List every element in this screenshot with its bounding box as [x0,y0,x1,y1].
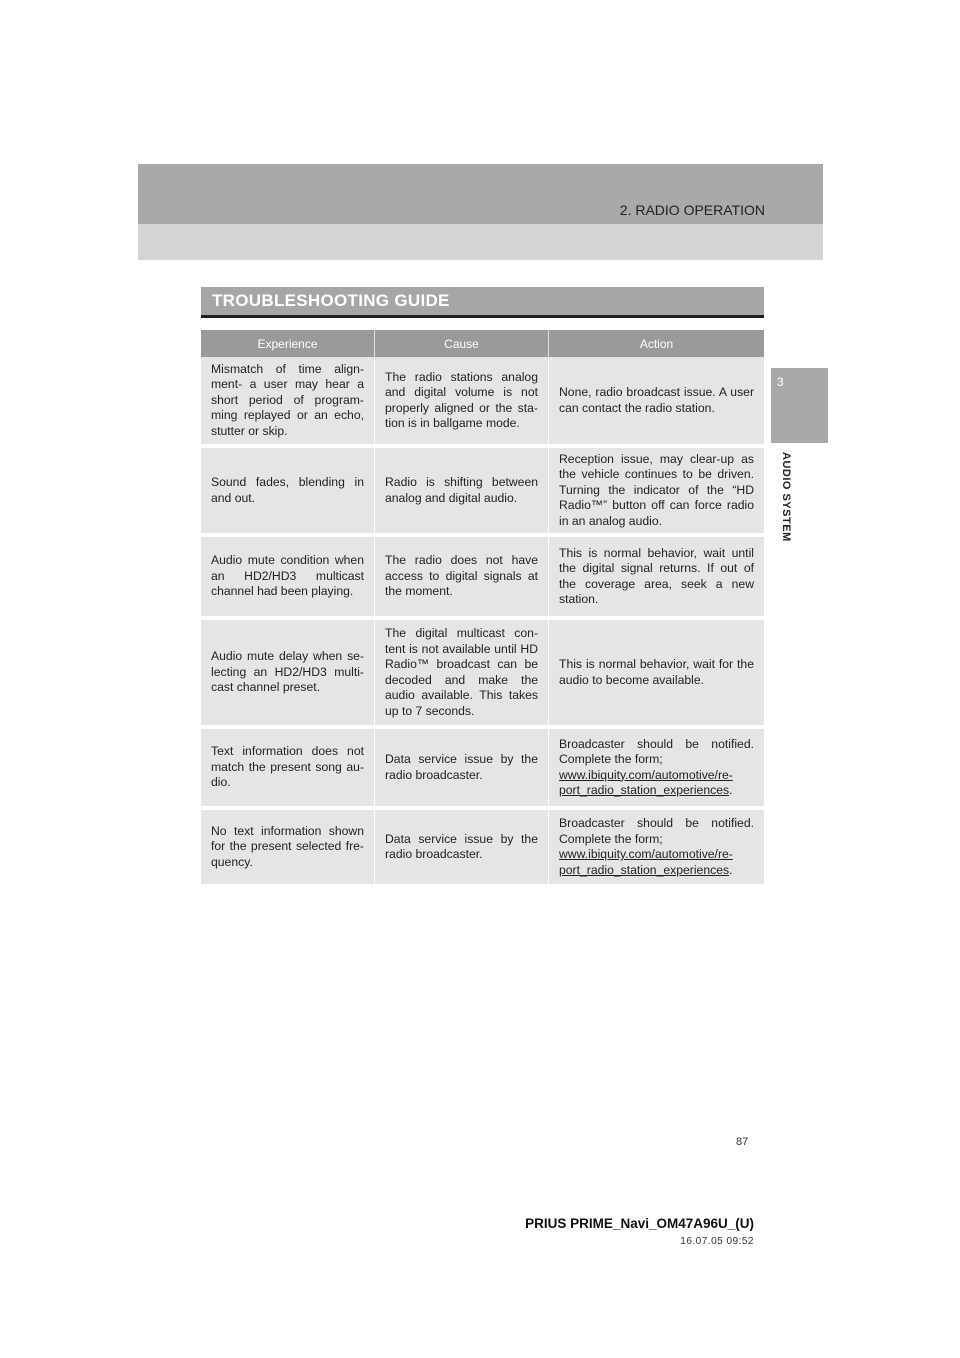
column-header-experience: Experience [201,330,375,357]
table-row [201,616,764,725]
experience-cell: Mismatch of time align-ment- a user may hear a short period of program-ming replayed or an echo, stutter or skip. [201,357,375,444]
document-code: PRIUS PRIME_Navi_OM47A96U_(U) [525,1216,754,1231]
chapter-tab [771,368,828,443]
action-end: . [729,862,733,877]
chapter-title: 2. RADIO OPERATION [619,202,765,218]
chapter-tab-label: AUDIO SYSTEM [780,452,792,542]
section-title: TROUBLESHOOTING GUIDE [212,291,450,310]
report-link[interactable]: www.ibiquity.com/automotive/re-port_radio_station_experiences [559,767,733,797]
table-row [201,806,764,884]
action-end: . [729,783,733,797]
column-header-cause: Cause [375,330,549,357]
experience-cell: Sound fades, blending in and out. [201,448,375,533]
cause-cell: Radio is shifting between analog and digital audio. [375,448,549,533]
action-cell: None, radio broadcast issue. A user can contact the radio station. [559,385,754,415]
cause-cell: Data service issue by the radio broadcaster. [375,729,549,806]
action-cell [549,810,764,884]
experience-cell: Text information does not match the present song au-dio. [201,729,375,806]
experience-cell: Audio mute delay when se-lecting an HD2/HD3 multi-cast channel preset. [201,620,375,725]
table-row [201,444,764,533]
cause-cell: Data service issue by the radio broadcaster. [375,810,549,884]
troubleshooting-table [201,330,764,884]
cause-cell: The radio does not have access to digital signals at the moment. [375,537,549,616]
cause-cell: The digital multicast con-tent is not available until HD Radio™ broadcast can be decoded and make the audio available. This takes up to 7 seconds. [375,620,549,725]
action-cell [549,729,764,806]
action-text: Broadcaster should be notified. Complete the form; [559,816,754,846]
action-cell: This is normal behavior, wait until the digital signal returns. If out of the coverage area, seek a new station. [559,545,754,606]
chapter-number: 3 [777,375,784,389]
document-date: 16.07.05 09:52 [680,1236,754,1247]
column-header-action: Action [639,336,674,351]
action-cell: This is normal behavior, wait for the audio to become available. [559,657,754,687]
header-band [138,164,823,260]
action-cell: Reception issue, may clear-up as the vehicle continues to be driven. Turning the indicator of the “HD Radio™” button off can force radio in an analog audio. [559,451,754,528]
section-header [201,287,764,318]
page-number: 87 [736,1136,749,1148]
action-text: Broadcaster should be notified. Complete the form; [559,736,754,766]
experience-cell: Audio mute condition when an HD2/HD3 multicast channel had been playing. [201,537,375,616]
table-row [201,533,764,616]
experience-cell: No text information shown for the present selected fre-quency. [201,810,375,884]
report-link[interactable]: www.ibiquity.com/automotive/re-port_radio_station_experiences [559,847,733,877]
cause-cell: The radio stations analog and digital volume is not properly aligned or the sta-tion is in ballgame mode. [375,357,549,444]
table-header-row [201,330,764,357]
table-row [201,725,764,806]
table-row [201,357,764,444]
